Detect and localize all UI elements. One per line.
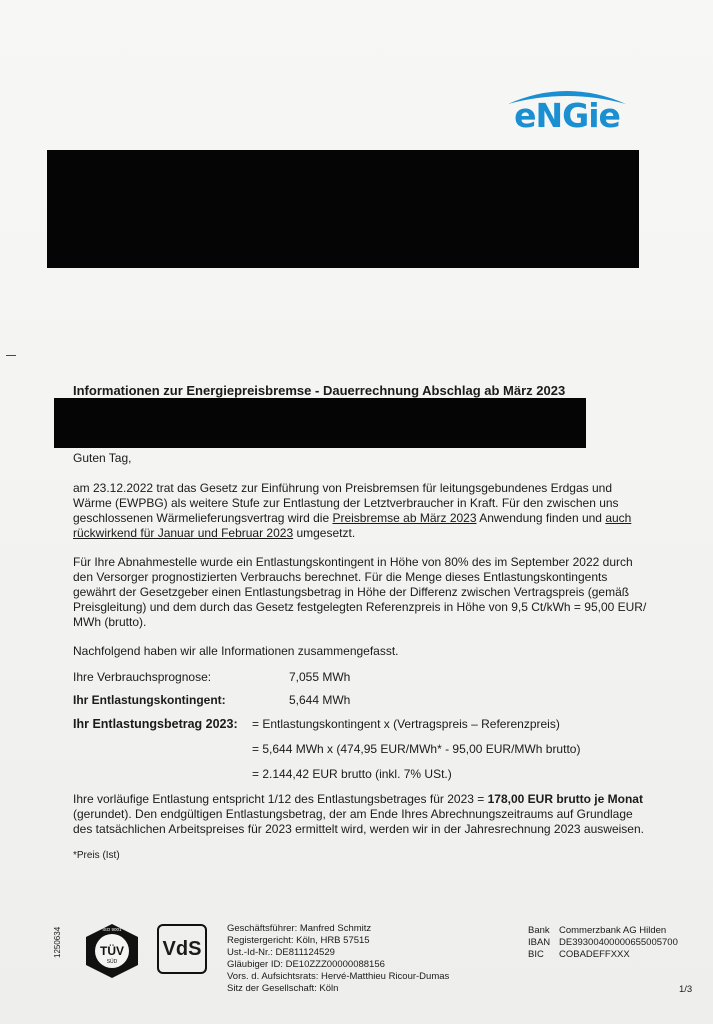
greeting: Guten Tag, <box>73 451 132 465</box>
formula-line3: = 2.144,42 EUR brutto (inkl. 7% USt.) <box>252 767 452 781</box>
p1-line3 <box>73 511 631 527</box>
company-line: Gläubiger ID: DE10ZZZ00000088156 <box>227 959 385 970</box>
tuv-iso-label: ISO 9001 <box>102 927 122 932</box>
bank-value: Commerzbank AG Hilden <box>559 925 667 936</box>
forecast-value: 7,055 MWh <box>289 670 351 684</box>
p1-text: umgesetzt. <box>293 526 356 540</box>
forecast-label: Ihre Verbrauchsprognose: <box>73 670 212 684</box>
p2-line1: Für Ihre Abnahmestelle wurde ein Entlastungskontingent in Höhe von 80% des im September 2022 durch <box>73 555 633 569</box>
page-number: 1/3 <box>679 984 693 995</box>
formula-line2: = 5,644 MWh x (474,95 EUR/MWh* - 95,00 EUR/MWh brutto) <box>252 742 581 756</box>
redacted-address-block <box>47 150 639 268</box>
tuv-sub-label: SÜD <box>106 959 118 965</box>
letter-subject: Informationen zur Energiepreisbremse - Dauerrechnung Abschlag ab März 2023 <box>73 383 566 398</box>
quota-value: 5,644 MWh <box>289 693 351 707</box>
p4-line1 <box>73 792 643 808</box>
iban-label: IBAN <box>528 937 551 948</box>
underlined-text: rückwirkend für Januar und Februar 2023 <box>73 526 294 540</box>
fold-mark <box>6 355 16 356</box>
p2-line4: Preisgleitung) und dem durch das Gesetz festgelegten Referenzpreis in Höhe von 9,5 Ct/kWh = 95,00 EUR/ <box>73 600 647 614</box>
quota-label: Ihr Entlastungskontingent: <box>73 693 226 707</box>
amount-label: Ihr Entlastungsbetrag 2023: <box>73 717 238 731</box>
vds-logo: VdS <box>157 924 207 974</box>
bic-label: BIC <box>528 949 544 960</box>
p1-line4 <box>73 526 355 542</box>
tuv-wordmark: TÜV <box>100 944 124 958</box>
p4-line3: des tatsächlichen Arbeitspreises für 2023 ermittelt wird, werden wir in der Jahresrechnung 2023 ausweisen. <box>73 822 644 836</box>
tuv-certification-seal <box>83 922 141 980</box>
document-code: 1250634 <box>53 926 62 958</box>
engie-logo <box>504 84 630 134</box>
p2-line3: gewährt der Gesetzgeber einen Entlastungsbetrag in Höhe der Differenz zwischen Vertragspreis (gemäß <box>73 585 630 599</box>
logo-wordmark: eNGie <box>514 96 620 135</box>
p2-line2: den Versorger prognostizierten Verbrauchs berechnet. Für die Menge dieses Entlastungskontingents <box>73 570 608 584</box>
redacted-reference-block <box>54 398 586 448</box>
p4-line2: (gerundet). Den endgültigen Entlastungsbetrag, der am Ende Ihres Abrechnungszeitraums auf Grundlage <box>73 807 633 821</box>
formula-line1: = Entlastungskontingent x (Vertragspreis – Referenzpreis) <box>252 717 560 731</box>
iban-value: DE39300400000655005700 <box>559 937 678 948</box>
p1-text: geschlossenen Wärmelieferungsvertrag wird die <box>73 511 333 525</box>
p2-line5: MWh (brutto). <box>73 615 147 629</box>
underlined-text: Preisbremse ab März 2023 <box>332 511 477 525</box>
p1-text: Anwendung finden und <box>476 511 606 525</box>
p1-line1: am 23.12.2022 trat das Gesetz zur Einführung von Preisbremsen für leitungsgebundenes Erdgas und <box>73 481 612 495</box>
company-line: Geschäftsführer: Manfred Schmitz <box>227 923 372 934</box>
bank-label: Bank <box>528 925 550 936</box>
company-line: Ust.-Id-Nr.: DE811124529 <box>227 947 335 958</box>
footnote: *Preis (Ist) <box>73 850 120 861</box>
company-line: Registergericht: Köln, HRB 57515 <box>227 935 370 946</box>
p4-text: Ihre vorläufige Entlastung entspricht 1/12 des Entlastungsbetrages für 2023 = <box>73 792 488 806</box>
company-line: Sitz der Gesellschaft: Köln <box>227 983 339 994</box>
summary-intro: Nachfolgend haben wir alle Informationen zusammengefasst. <box>73 644 399 658</box>
bic-value: COBADEFFXXX <box>559 949 630 960</box>
company-line: Vors. d. Aufsichtsrats: Hervé-Matthieu Ricour-Dumas <box>227 971 450 982</box>
monthly-relief-amount: 178,00 EUR brutto je Monat <box>487 792 643 806</box>
p1-line2: Wärme (EWPBG) als weitere Stufe zur Entlastung der Letztverbraucher in Kraft. Für den zwischen uns <box>73 496 619 510</box>
underlined-text: auch <box>605 511 632 525</box>
